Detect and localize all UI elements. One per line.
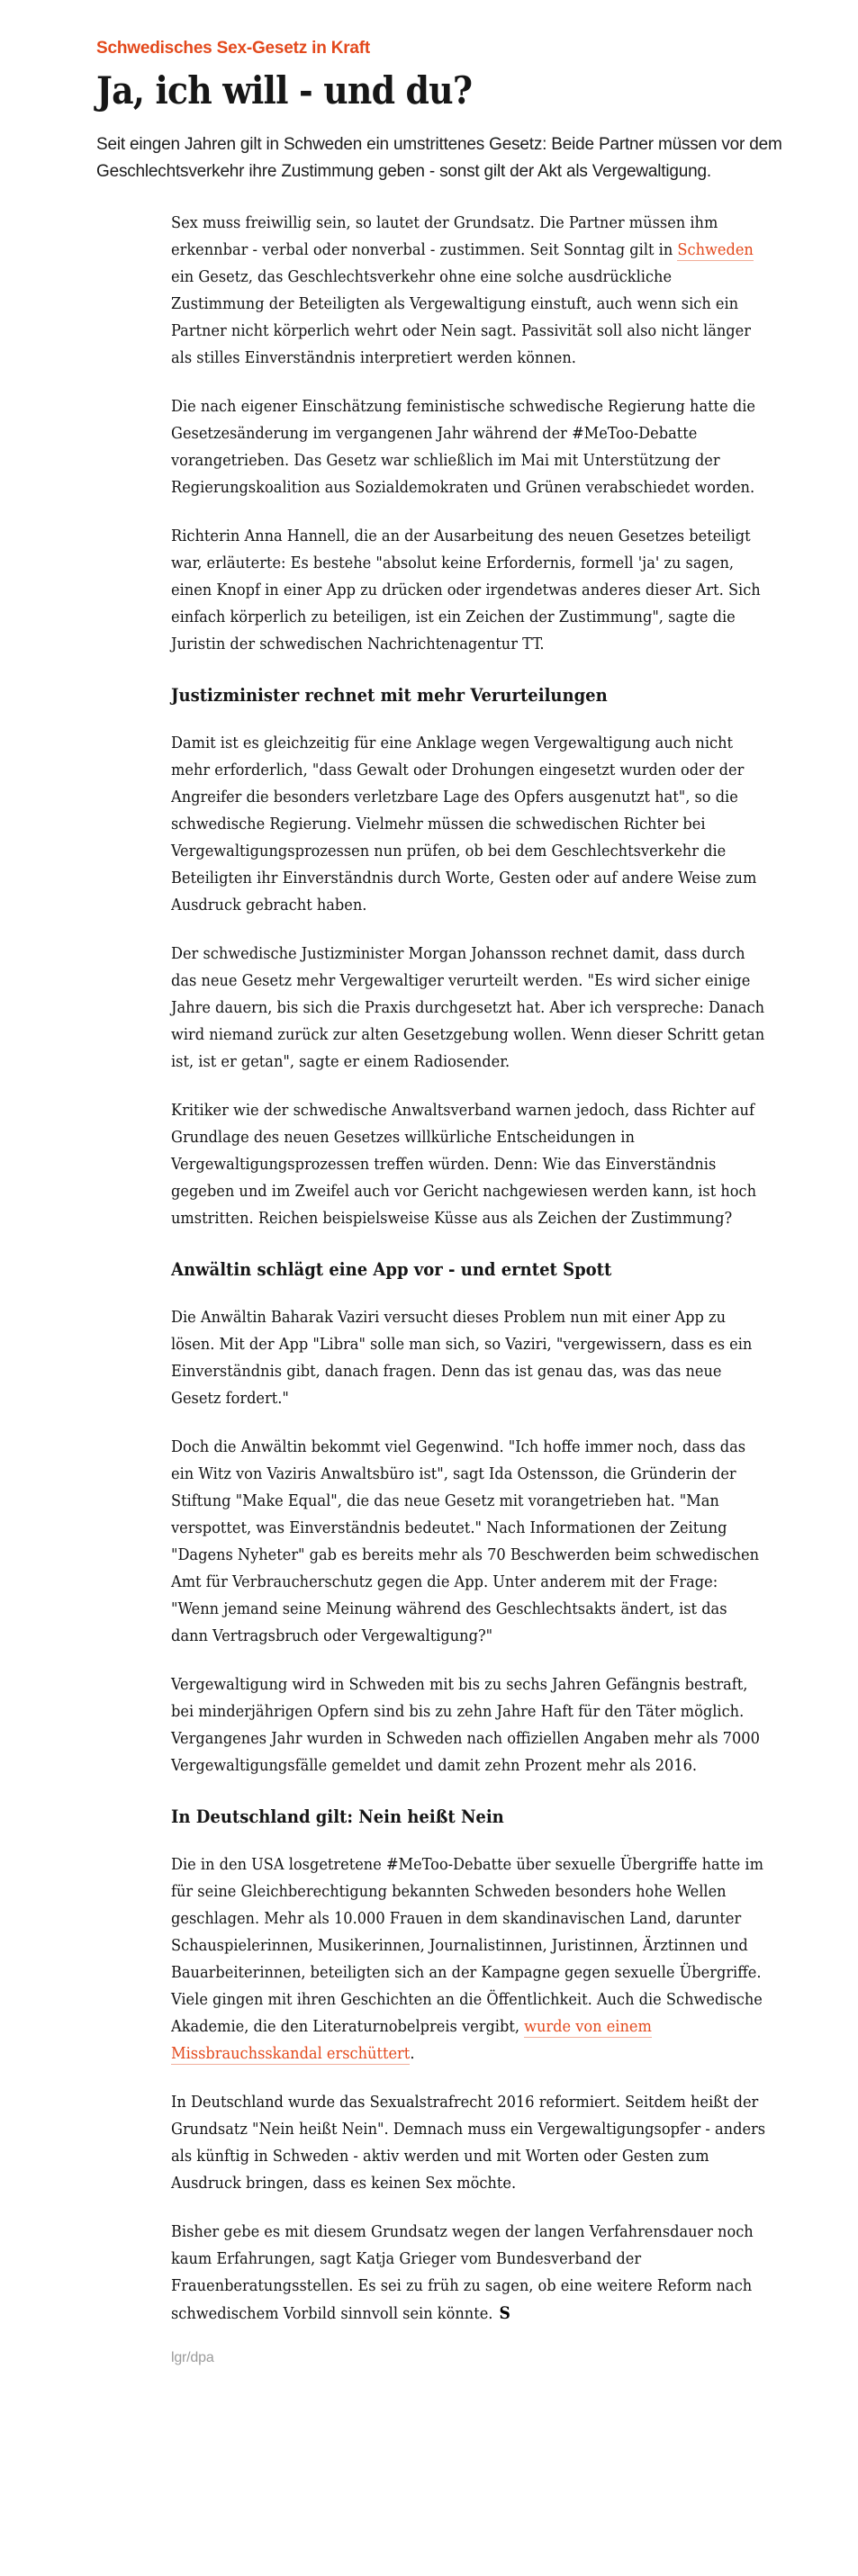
article-paragraph: Die nach eigener Einschätzung feministische schwedische Regierung hatte die Gesetzesänderung im vergangenen Jahr während der #MeToo-Debatte vorangetrieben. Das Gesetz war schließlich im Mai mit Unterstützung der Regierungskoalition aus Sozialdemokraten und Grünen verabschiedet worden. [171,397,755,497]
article-paragraph: In Deutschland wurde das Sexualstrafrecht 2016 reformiert. Seitdem heißt der Grundsatz "Nein heißt Nein". Demnach muss ein Vergewaltigungsopfer - anders als künftig in Schweden - aktiv werden und mit Worten oder Gesten zum Ausdruck bringen, dass es keinen Sex möchte. [171,2093,766,2193]
article-paragraph: Sex muss freiwillig sein, so lautet der Grundsatz. Die Partner müssen ihm erkennbar - verbal oder nonverbal - zustimmen. Seit Sonntag gilt in Schweden ein Gesetz, das Geschlechtsverkehr ohne eine solche ausdrückliche Zustimmung der Beteiligten als Vergewaltigung einstuft, auch wenn sich ein Partner nicht körperlich wehrt oder Nein sagt. Passivität soll also nicht länger als stilles Einverständnis interpretiert werden können. [171,213,754,367]
article-paragraph: Damit ist es gleichzeitig für eine Anklage wegen Vergewaltigung auch nicht mehr erforderlich, "dass Gewalt oder Drohungen eingesetzt wurden oder der Angreifer die besonders verletzbare Lage des Opfers ausgenutzt hat", so die schwedische Regierung. Vielmehr müssen die schwedischen Richter bei Vergewaltigungsprozessen nun prüfen, ob bei dem Geschlechtsverkehr die Beteiligten ihr Einverständnis durch Worte, Gesten oder auf andere Weise zum Ausdruck gebracht haben. [171,734,757,914]
section-heading: In Deutschland gilt: Nein heißt Nein [171,1806,504,1827]
article-credit: lgr/dpa [171,2350,214,2365]
article-body [171,210,768,2328]
article-paragraph: Kritiker wie der schwedische Anwaltsverband warnen jedoch, dass Richter auf Grundlage des neuen Gesetzes willkürliche Entscheidungen in Vergewaltigungsprozessen treffen würden. Denn: Wie das Einverständnis gegeben und im Zweifel auch vor Gericht nachgewiesen werden kann, ist hoch umstritten. Reichen beispielsweise Küsse aus als Zeichen der Zustimmung? [171,1101,757,1228]
article-paragraph: Bisher gebe es mit diesem Grundsatz wegen der langen Verfahrensdauer noch kaum Erfahrungen, sagt Katja Grieger vom Bundesverband der Frauenberatungsstellen. Es sei zu früh zu sagen, ob eine weitere Reform nach schwedischem Vorbild sinnvoll sein könnte. S [171,2222,754,2323]
article-title: Ja, ich will - und du? [96,68,473,113]
article-header [96,39,799,185]
section-heading: Anwältin schlägt eine App vor - und erntet Spott [171,1258,612,1280]
article-paragraph: Doch die Anwältin bekommt viel Gegenwind. "Ich hoffe immer noch, dass das ein Witz von Vaziris Anwaltsbüro ist", sagt Ida Ostensson, die Gründerin der Stiftung "Make Equal", die das neue Gesetz mit vorangetrieben hat. "Man verspottet, was Einverständnis bedeutet." Nach Informationen der Zeitung "Dagens Nyheter" gab es bereits mehr als 70 Beschwerden beim schwedischen Amt für Verbraucherschutz gegen die App. Unter anderem mit der Frage: "Wenn jemand seine Meinung während des Geschlechtsakts ändert, ist das dann Vertragsbruch oder Vergewaltigung?" [171,1437,760,1645]
article-paragraph: Vergewaltigung wird in Schweden mit bis zu sechs Jahren Gefängnis bestraft, bei minderjährigen Opfern sind bis zu zehn Jahre Haft für den Täter möglich. Vergangenes Jahr wurden in Schweden nach offiziellen Angaben mehr als 7000 Vergewaltigungsfälle gemeldet und damit zehn Prozent mehr als 2016. [171,1675,760,1775]
article-paragraph: Der schwedische Justizminister Morgan Johansson rechnet damit, dass durch das neue Gesetz mehr Vergewaltiger verurteilt werden. "Es wird sicher einige Jahre dauern, bis sich die Praxis durchgesetzt hat. Aber ich verspreche: Danach wird niemand zurück zur alten Gesetzgebung wollen. Wenn dieser Schritt getan ist, ist er getan", sagte er einem Radiosender. [171,944,765,1071]
article-column [171,210,768,2367]
article-paragraph: Richterin Anna Hannell, die an der Ausarbeitung des neuen Gesetzes beteiligt war, erläuterte: Es bestehe "absolut keine Erfordernis, formell 'ja' zu sagen, einen Knopf in einer App zu drücken oder irgendetwas anderes dieser Art. Sich einfach körperlich zu beteiligen, ist ein Zeichen der Zustimmung", sagte die Juristin der schwedischen Nachrichtenagentur TT. [171,527,761,653]
section-heading: Justizminister rechnet mit mehr Verurteilungen [171,684,608,706]
spiegel-end-mark-icon: S [499,2303,510,2323]
inline-link[interactable]: Schweden [677,240,754,259]
article-intro: Seit eingen Jahren gilt in Schweden ein umstrittenes Gesetz: Beide Partner müssen vor dem Geschlechtsverkehr ihre Zustimmung geben - sonst gilt der Akt als Vergewaltigung. [96,135,782,181]
inline-link[interactable]: wurde von einem Missbrauchsskandal erschüttert [171,2017,652,2063]
article-kicker: Schwedisches Sex-Gesetz in Kraft [96,39,371,58]
article-paragraph: Die in den USA losgetretene #MeToo-Debatte über sexuelle Übergriffe hatte im für seine Gleichberechtigung bekannten Schweden besonders hohe Wellen geschlagen. Mehr als 10.000 Frauen in dem skandinavischen Land, darunter Schauspielerinnen, Musikerinnen, Journalistinnen, Juristinnen, Ärztinnen und Bauarbeiterinnen, beteiligten sich an der Kampagne gegen sexuelle Übergriffe. Viele gingen mit ihren Geschichten an die Öffentlichkeit. Auch die Schwedische Akademie, die den Literaturnobelpreis vergibt, wurde von einem Missbrauchsskandal erschüttert. [171,1855,763,2063]
article-paragraph: Die Anwältin Baharak Vaziri versucht dieses Problem nun mit einer App zu lösen. Mit der App "Libra" solle man sich, so Vaziri, "vergewissern, dass es ein Einverständnis gibt, danach fragen. Denn das ist genau das, was das neue Gesetz fordert." [171,1308,753,1408]
